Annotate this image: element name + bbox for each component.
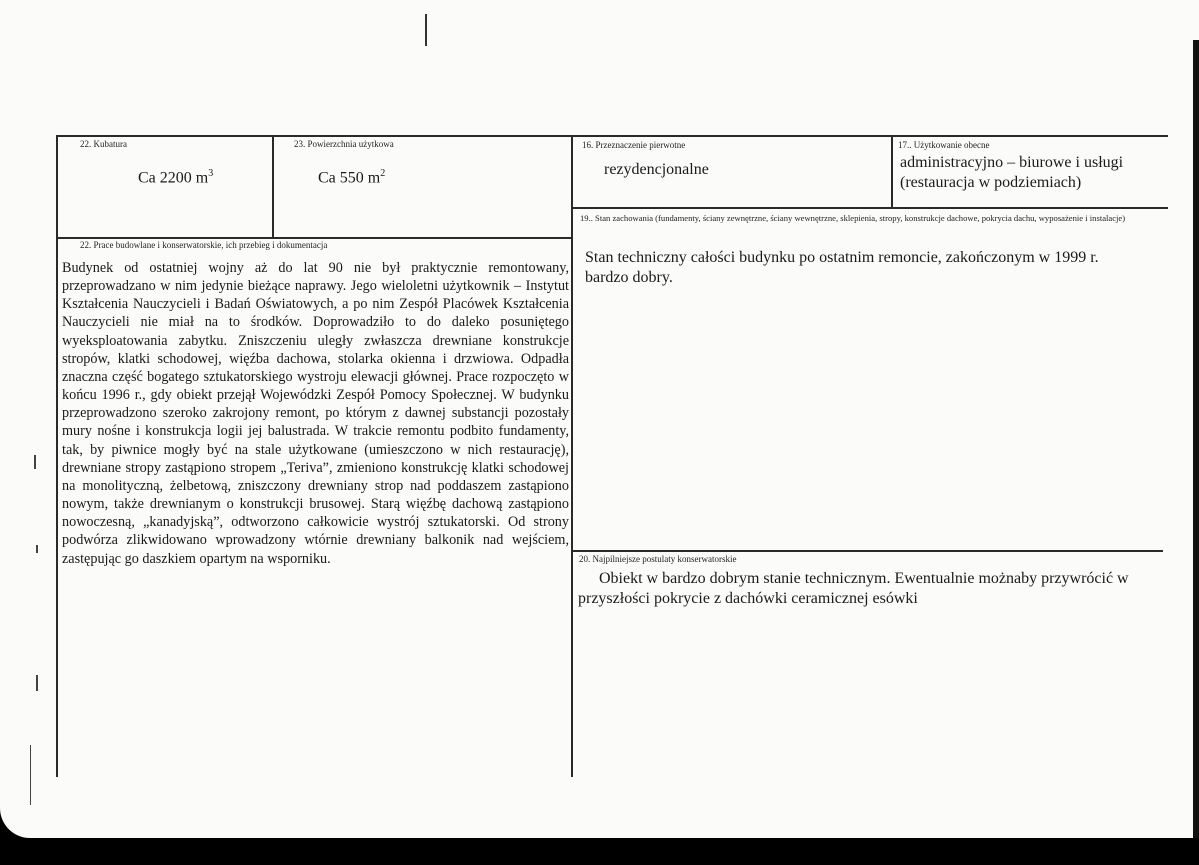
table-border-left xyxy=(56,135,58,777)
table-border-top-left xyxy=(56,135,572,137)
przeznaczenie-label: 16. Przeznaczenie pierwotne xyxy=(582,140,686,150)
scan-mark xyxy=(425,14,427,46)
postulaty-text: Obiekt w bardzo dobrym stanie technicznym. Ewentualnie możnaby przywrócić w przyszłości pokrycie z dachówki ceramicznej esówki xyxy=(578,570,1129,607)
przeznaczenie-value: rezydencjonalne xyxy=(604,161,709,178)
cell-divider xyxy=(891,135,893,207)
stan-text: Stan techniczny całości budynku po ostatnim remoncie, zakończonym w 1999 r. bardzo dobry. xyxy=(585,249,1099,286)
cell-divider xyxy=(272,135,274,238)
row-divider xyxy=(571,550,1163,552)
column-divider xyxy=(571,135,573,777)
row-divider xyxy=(56,237,572,239)
powierzchnia-value: Ca 550 $m^2$ xyxy=(318,168,386,187)
scan-speck xyxy=(30,745,31,805)
scan-speck xyxy=(34,455,36,469)
postulaty-label: 20. Najpilniejsze postulaty konserwatorskie xyxy=(579,554,737,564)
uzytkowanie-label: 17.. Użytkowanie obecne xyxy=(898,140,990,150)
scan-edge xyxy=(1193,40,1199,838)
scan-speck xyxy=(36,545,38,553)
kubatura-value: Ca 2200 $m^3$ xyxy=(138,168,214,187)
kubatura-label: 22. Kubatura xyxy=(80,139,127,149)
prace-label: 22. Prace budowlane i konserwatorskie, ich przebieg i dokumentacja xyxy=(80,240,328,250)
prace-text: Budynek od ostatniej wojny aż do lat 90 nie był praktycznie remontowany, przeprowadzano w nim jedynie bieżące naprawy. Jego wieloletni użytkownik – Instytut Kształcenia Nauczycieli i Badań Oświatowych, a po nim Zespół Placówek Kształcenia Nauczycieli nie miał na to środków. Doprowadziło to do daleko posuniętego wyeksploatowania zabytku. Zniszczeniu uległy zwłaszcza drewniane konstrukcje stropów, klatki schodowej, więźba dachowa, stolarka okienna i drzwiowa. Odpadła znaczna część bogatego sztukatorskiego wystroju elewacji głównej. Prace rozpoczęto w końcu 1996 r., gdy obiekt przejął Wojewódzki Zespół Pomocy Społecznej. W budynku przeprowadzono szeroko zakrojony remont, po którym z dawnej substancji pozostały mury nośne i konstrukcja logii jej balustrada. W trakcie remontu podbito fundamenty, tak, by piwnice mogły być na stale użytkowane (umieszczono w nich restaurację), drewniane stropy zastąpiono stropem „Teriva”, zmieniono konstrukcję klatki schodowej na monolityczną, żelbetową, zniszczony drewniany strop nad poddaszem zastąpiono nowym, także drewnianym o konstrukcji brusowej. Starą więźbę dachową zastąpiono nowoczesną, „kanadyjską”, odtworzono całkowicie wystrój sztukatorski. Od strony podwórza zlikwidowano wprowadzony wtórnie drewniany balkonik nad wejściem, zastępując go daszkiem opartym na wsporniku. xyxy=(62,260,569,567)
powierzchnia-label: 23. Powierzchnia użytkowa xyxy=(294,139,394,149)
uzytkowanie-value: administracyjno – biurowe i usługi (restauracja w podziemiach) xyxy=(900,154,1124,191)
stan-label: 19.. Stan zachowania (fundamenty, ściany zewnętrzne, ściany wewnętrzne, sklepienia, stropy, konstrukcje dachowe, pokrycia dachu, wyposażenie i instalacje) xyxy=(580,213,1126,223)
row-divider xyxy=(571,207,1168,209)
table-border-top-right xyxy=(571,135,1168,137)
scan-speck xyxy=(36,675,38,691)
